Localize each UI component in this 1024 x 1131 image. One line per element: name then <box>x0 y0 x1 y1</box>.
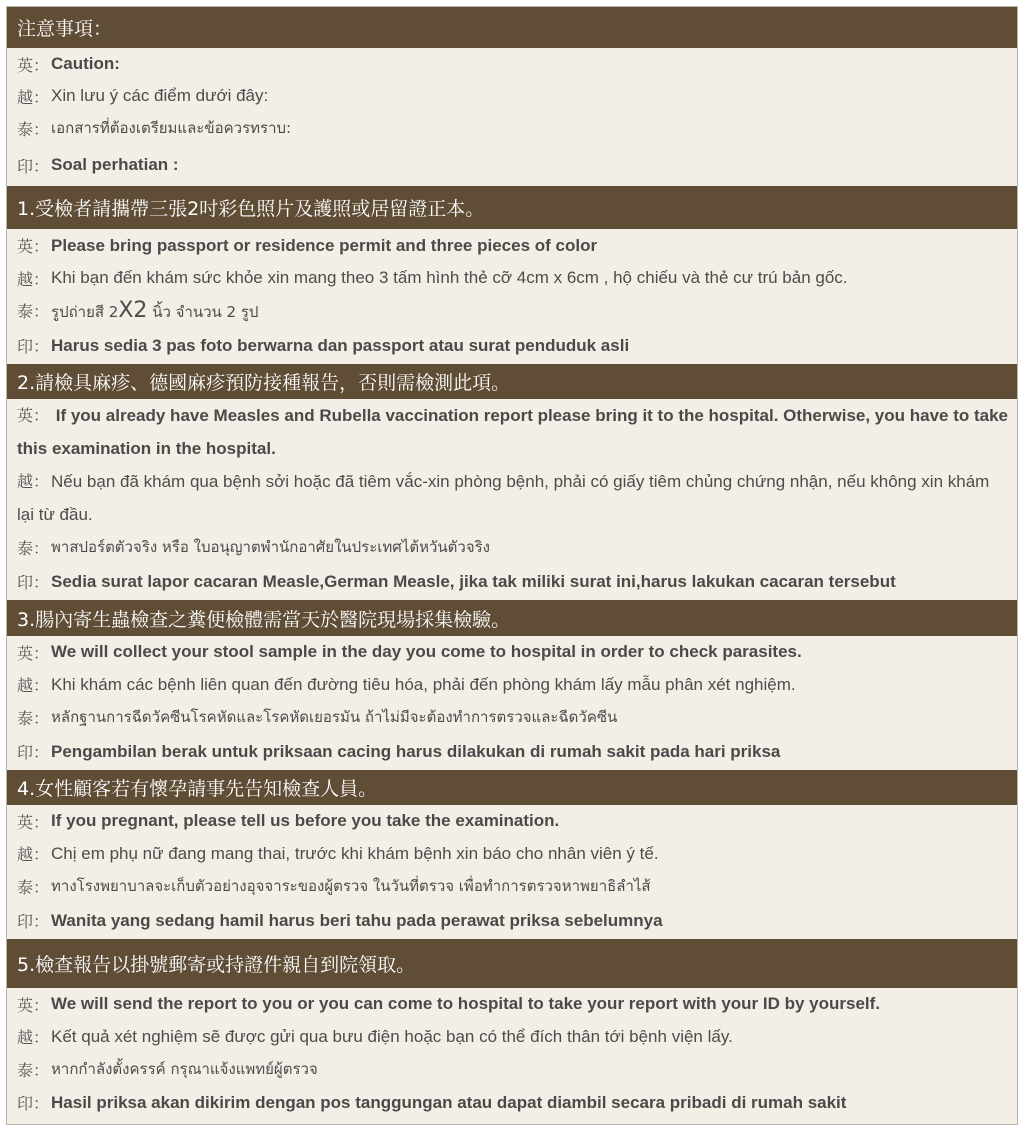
vietnamese-text: Khi bạn đến khám sức khỏe xin mang theo 3 tấm hình thẻ cỡ 4cm x 6cm , hộ chiếu và thẻ cư trú bản gốc. <box>51 268 848 287</box>
language-label: 印： <box>17 573 50 592</box>
language-label: 泰： <box>17 302 50 321</box>
language-label: 英： <box>17 995 50 1015</box>
vietnamese-text: Xin lưu ý các điểm dưới đây: <box>51 86 269 105</box>
vietnamese-text: Nếu bạn đã khám qua bệnh sởi hoặc đã tiêm vắc-xin phòng bệnh, phải có giấy tiêm chủng chứng nhận, nếu không xin khám lại từ đầu. <box>17 472 990 524</box>
item2-english-row <box>7 399 1017 465</box>
language-label: 英： <box>17 55 50 75</box>
item2-indonesian-row <box>7 563 1017 600</box>
language-label: 越： <box>17 472 50 491</box>
item4-thai-row <box>7 870 1017 902</box>
language-label: 印： <box>17 912 50 931</box>
vietnamese-text: Chị em phụ nữ đang mang thai, trước khi khám bệnh xin báo cho nhân viên ý tế. <box>51 843 659 863</box>
language-label: 英： <box>17 812 50 832</box>
language-label: 英： <box>17 406 50 425</box>
caution-english-row <box>7 48 1017 80</box>
item5-thai-row <box>7 1053 1017 1085</box>
language-label: 泰： <box>17 708 50 728</box>
language-label: 印： <box>17 337 50 356</box>
thai-text: หากกำลังตั้งครรค์ กรุณาแจ้งแพทย์ผู้ตรวจ <box>51 1060 318 1078</box>
caution-thai-row <box>7 112 1017 144</box>
language-label: 印： <box>17 1094 50 1113</box>
item2-vietnamese-row <box>7 465 1017 531</box>
item1-english-row <box>7 229 1017 262</box>
thai-text-part: นิ้ว จำนวน 2 รูป <box>147 302 259 321</box>
indonesian-text: Sedia surat lapor cacaran Measle,German Measle, jika tak miliki surat ini,harus lakukan cacaran tersebut <box>51 571 896 591</box>
item3-english-row <box>7 636 1017 668</box>
english-text: Please bring passport or residence permit and three pieces of color <box>51 235 598 255</box>
section-title: 3.腸內寄生蟲檢查之糞便檢體需當天於醫院現場採集檢驗。 <box>17 608 511 631</box>
thai-text <box>51 298 258 324</box>
section-title: 5.檢查報告以掛號郵寄或持證件親自到院領取。 <box>17 954 416 976</box>
section-header-4 <box>7 770 1017 805</box>
section-header-3 <box>7 600 1017 636</box>
language-label: 泰： <box>17 538 50 558</box>
language-label: 英： <box>17 237 50 256</box>
english-text: We will send the report to you or you can come to hospital to take your report with your ID by yourself. <box>51 994 881 1013</box>
language-label: 越： <box>17 1028 50 1047</box>
section-header-caution <box>7 7 1017 48</box>
item3-vietnamese-row <box>7 668 1017 701</box>
item4-indonesian-row <box>7 902 1017 939</box>
indonesian-text: Wanita yang sedang hamil harus beri tahu pada perawat priksa sebelumnya <box>51 910 663 930</box>
vietnamese-text: Khi khám các bệnh liên quan đến đường tiêu hóa, phải đến phòng khám lấy mẫu phân xét nghiệm. <box>51 674 796 694</box>
indonesian-text: Pengambilan berak untuk priksaan cacing harus dilakukan di rumah sakit pada hari priksa <box>51 741 781 761</box>
vietnamese-text: Kết quả xét nghiệm sẽ được gửi qua bưu điện hoặc bạn có thể đích thân tới bệnh viện lấy. <box>51 1026 733 1046</box>
item3-thai-row <box>7 701 1017 733</box>
indonesian-text: Hasil priksa akan dikirim dengan pos tanggungan atau dapat diambil secara pribadi di rumah sakit <box>51 1092 847 1112</box>
english-text: If you pregnant, please tell us before you take the examination. <box>51 811 560 830</box>
thai-text: หลักฐานการฉีดวัคซีนโรคหัดและโรคหัดเยอรมัน ถ้าไม่มีจะต้องทำการตรวจและฉีดวัคซีน <box>51 708 618 726</box>
language-label: 越： <box>17 269 50 289</box>
item1-indonesian-row <box>7 327 1017 364</box>
language-label: 越： <box>17 845 50 864</box>
caution-vietnamese-row <box>7 80 1017 112</box>
english-text: Caution: <box>51 54 120 73</box>
item4-english-row <box>7 805 1017 837</box>
language-label: 印： <box>17 156 50 176</box>
item1-vietnamese-row <box>7 262 1017 294</box>
section-title: 4.女性顧客若有懷孕請事先告知檢查人員。 <box>17 778 378 800</box>
notice-document <box>6 6 1018 1125</box>
item5-vietnamese-row <box>7 1020 1017 1053</box>
english-text: We will collect your stool sample in the day you come to hospital in order to check parasites. <box>51 642 802 661</box>
language-label: 泰： <box>17 119 50 139</box>
item3-indonesian-row <box>7 733 1017 770</box>
thai-text-part: รูปถ่ายสี 2 <box>51 302 119 321</box>
item2-thai-row <box>7 531 1017 563</box>
thai-text: เอกสารที่ต้องเตรียมและข้อควรทราบ: <box>51 119 292 137</box>
section-title: 2.請檢具麻疹、德國麻疹預防接種報告，否則需檢測此項。 <box>17 372 511 394</box>
section-header-5 <box>7 939 1017 988</box>
language-label: 英： <box>17 643 50 663</box>
language-label: 泰： <box>17 1060 50 1080</box>
item5-english-row <box>7 988 1017 1020</box>
item4-vietnamese-row <box>7 837 1017 870</box>
section-header-2 <box>7 364 1017 399</box>
language-label: 越： <box>17 676 50 695</box>
caution-indonesian-row <box>7 144 1017 186</box>
section-title: 注意事項： <box>17 18 113 40</box>
item5-indonesian-row <box>7 1085 1017 1120</box>
indonesian-text: Harus sedia 3 pas foto berwarna dan passport atau surat penduduk asli <box>51 335 630 355</box>
thai-text: พาสปอร์ตตัวจริง หรือ ใบอนุญาตพำนักอาศัยในประเทศไต้หวันตัวจริง <box>51 538 491 556</box>
thai-text-size: X2 <box>118 297 148 323</box>
indonesian-text: Soal perhatian : <box>51 155 179 174</box>
section-header-1 <box>7 186 1017 229</box>
section-title: 1.受檢者請攜帶三張2吋彩色照片及護照或居留證正本。 <box>17 198 485 220</box>
item1-thai-row <box>7 294 1017 327</box>
thai-text: ทางโรงพยาบาลจะเก็บตัวอย่างอุจจาระของผู้ตรวจ ในวันที่ตรวจ เพื่อทำการตรวจหาพยาธิลำไส้ <box>51 877 651 895</box>
language-label: 越： <box>17 87 50 107</box>
language-label: 印： <box>17 743 50 762</box>
language-label: 泰： <box>17 877 50 897</box>
english-text: If you already have Measles and Rubella vaccination report please bring it to the hospital. Otherwise, you have to take this examination in the hospital. <box>17 406 1009 458</box>
